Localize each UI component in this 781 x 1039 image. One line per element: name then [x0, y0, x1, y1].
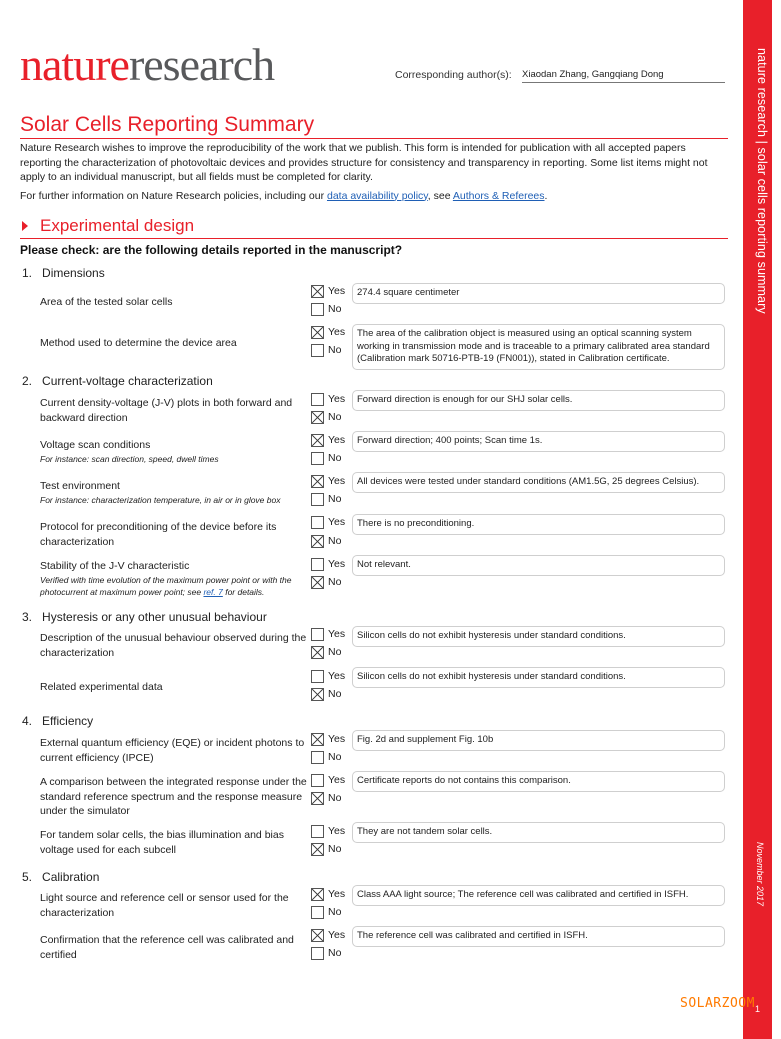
answer-field[interactable]: The reference cell was calibrated and certified in ISFH. [352, 926, 725, 947]
answer-field[interactable]: There is no preconditioning. [352, 514, 725, 535]
solarzoom-watermark: SOLARZOOM [680, 996, 755, 1011]
no-label: No [328, 751, 342, 763]
yes-checkbox[interactable] [311, 434, 324, 447]
item-label: A comparison between the integrated response under the standard reference spectrum and the response measure under the simulator [40, 776, 307, 817]
answer-field[interactable]: 274.4 square centimeter [352, 283, 725, 304]
yes-checkbox[interactable] [311, 628, 324, 641]
no-checkbox[interactable] [311, 751, 324, 764]
yes-checkbox[interactable] [311, 558, 324, 571]
page-number: 1 [755, 1004, 761, 1014]
item-label: External quantum efficiency (EQE) or incident photons to current efficiency (IPCE) [40, 737, 305, 764]
no-label: No [328, 792, 342, 804]
answer-field[interactable]: Certificate reports do not contains this comparison. [352, 771, 725, 792]
no-label: No [328, 493, 342, 505]
yes-checkbox[interactable] [311, 393, 324, 406]
no-label: No [328, 411, 342, 423]
no-checkbox[interactable] [311, 452, 324, 465]
yes-label: Yes [328, 475, 346, 487]
no-checkbox[interactable] [311, 493, 324, 506]
yes-checkbox[interactable] [311, 670, 324, 683]
group-efficiency: 4. Efficiency [22, 714, 94, 728]
logo-nature: nature [20, 39, 129, 90]
sidebar-band [743, 0, 772, 1039]
item-label: Test environment For instance: characterization temperature, in air or in glove box [40, 479, 308, 506]
no-label: No [328, 947, 342, 959]
yes-label: Yes [328, 393, 346, 405]
sidebar-title: nature research | solar cells reporting summary [755, 48, 769, 314]
no-label: No [328, 535, 342, 547]
no-label: No [328, 688, 342, 700]
group-hysteresis: 3. Hysteresis or any other unusual behaviour [22, 610, 267, 624]
yes-checkbox[interactable] [311, 774, 324, 787]
answer-field[interactable]: Fig. 2d and supplement Fig. 10b [352, 730, 725, 751]
group-calibration: 5. Calibration [22, 870, 100, 884]
no-checkbox[interactable] [311, 906, 324, 919]
yes-label: Yes [328, 670, 346, 682]
no-checkbox[interactable] [311, 688, 324, 701]
item-label: Area of the tested solar cells [40, 296, 173, 308]
yes-label: Yes [328, 825, 346, 837]
item-label: Protocol for preconditioning of the device before its characterization [40, 521, 277, 548]
no-label: No [328, 843, 342, 855]
no-label: No [328, 646, 342, 658]
yes-label: Yes [328, 516, 346, 528]
yes-checkbox[interactable] [311, 285, 324, 298]
no-label: No [328, 452, 342, 464]
yes-label: Yes [328, 434, 346, 446]
item-hint: Verified with time evolution of the maximum power point or with the photocurrent at maximum power point; see ref. 7 for details. [40, 574, 292, 597]
section-title: Experimental design [40, 216, 195, 235]
no-checkbox[interactable] [311, 646, 324, 659]
item-label: Confirmation that the reference cell was calibrated and certified [40, 934, 294, 961]
item-hint: For instance: scan direction, speed, dwell times [40, 453, 219, 464]
group-dimensions: 1. Dimensions [22, 266, 105, 280]
no-label: No [328, 344, 342, 356]
item-label: Current density-voltage (J-V) plots in both forward and backward direction [40, 397, 293, 424]
answer-field[interactable]: Forward direction; 400 points; Scan time 1s. [352, 431, 725, 452]
answer-field[interactable]: The area of the calibration object is measured using an optical scanning system working in transmission mode and is traceable to a primary calibrated area standard (Calibration mark 50716-PTB-19 (FN001)), stated in Calibration certificate. [352, 324, 725, 370]
intro-paragraph: Nature Research wishes to improve the reproducibility of the work that we publish. This form is intended for publication with all accepted papers reporting the characterization of photovoltaic devices and provides structure for consistency and transparency in reporting. Some list items might not apply to an individual manuscript, but all fields must be completed for clarity. [20, 142, 708, 183]
checklist-question: Please check: are the following details reported in the manuscript? [20, 243, 403, 257]
authors-referees-link[interactable]: Authors & Referees [452, 189, 545, 202]
no-checkbox[interactable] [311, 947, 324, 960]
answer-field[interactable]: All devices were tested under standard conditions (AM1.5G, 25 degrees Celsius). [352, 472, 725, 493]
yes-label: Yes [328, 888, 346, 900]
yes-label: Yes [328, 285, 346, 297]
intro-text [20, 141, 730, 207]
group-current-voltage: 2. Current-voltage characterization [22, 374, 213, 388]
title-divider [20, 138, 728, 139]
data-availability-link[interactable]: data availability policy [326, 189, 428, 202]
item-label: Method used to determine the device area [40, 337, 237, 349]
item-label: For tandem solar cells, the bias illumination and bias voltage used for each subcell [40, 829, 284, 856]
answer-field[interactable]: Class AAA light source; The reference cell was calibrated and certified in ISFH. [352, 885, 725, 906]
policy-text: For further information on Nature Research policies, including our [20, 189, 327, 202]
nature-research-logo [20, 39, 275, 90]
yes-checkbox[interactable] [311, 516, 324, 529]
yes-label: Yes [328, 558, 346, 570]
answer-field[interactable]: Not relevant. [352, 555, 725, 576]
yes-checkbox[interactable] [311, 326, 324, 339]
yes-checkbox[interactable] [311, 929, 324, 942]
no-checkbox[interactable] [311, 792, 324, 805]
no-checkbox[interactable] [311, 843, 324, 856]
item-label: Related experimental data [40, 681, 163, 693]
no-label: No [328, 906, 342, 918]
item-label: Description of the unusual behaviour observed during the characterization [40, 632, 307, 659]
yes-label: Yes [328, 733, 346, 745]
section-experimental-design[interactable] [20, 216, 194, 236]
policy-text: , see [427, 189, 453, 202]
yes-label: Yes [328, 929, 346, 941]
yes-label: Yes [328, 628, 346, 640]
yes-checkbox[interactable] [311, 733, 324, 746]
answer-field[interactable]: They are not tandem solar cells. [352, 822, 725, 843]
answer-field[interactable]: Silicon cells do not exhibit hysteresis under standard conditions. [352, 667, 725, 688]
no-checkbox[interactable] [311, 411, 324, 424]
page-title: Solar Cells Reporting Summary [20, 113, 315, 136]
no-checkbox[interactable] [311, 535, 324, 548]
yes-label: Yes [328, 326, 346, 338]
no-checkbox[interactable] [311, 344, 324, 357]
policy-text: . [544, 189, 548, 202]
yes-checkbox[interactable] [311, 475, 324, 488]
yes-checkbox[interactable] [311, 825, 324, 838]
intro-policy-paragraph [20, 189, 730, 204]
answer-field[interactable]: Forward direction is enough for our SHJ solar cells. [352, 390, 725, 411]
sidebar-date: November 2017 [755, 842, 765, 907]
ref-7-link[interactable]: ref. 7 [203, 586, 223, 597]
item-label: Light source and reference cell or sensor used for the characterization [40, 892, 289, 919]
item-label: Stability of the J-V characteristic Verified with time evolution of the maximum power point or with the photocurrent at maximum power point; see ref. 7 for details. [40, 559, 308, 598]
no-checkbox[interactable] [311, 303, 324, 316]
no-label: No [328, 576, 342, 588]
yes-checkbox[interactable] [311, 888, 324, 901]
no-label: No [328, 303, 342, 315]
answer-field[interactable]: Silicon cells do not exhibit hysteresis under standard conditions. [352, 626, 725, 647]
no-checkbox[interactable] [311, 576, 324, 589]
section-divider [20, 238, 728, 239]
author-field[interactable]: Xiaodan Zhang, Gangqiang Dong [522, 69, 725, 83]
item-label: Voltage scan conditions For instance: scan direction, speed, dwell times [40, 438, 308, 465]
triangle-right-icon [22, 221, 28, 231]
author-label: Corresponding author(s): [395, 69, 512, 81]
item-hint: For instance: characterization temperature, in air or in glove box [40, 494, 281, 505]
logo-research: research [128, 39, 275, 90]
yes-label: Yes [328, 774, 346, 786]
